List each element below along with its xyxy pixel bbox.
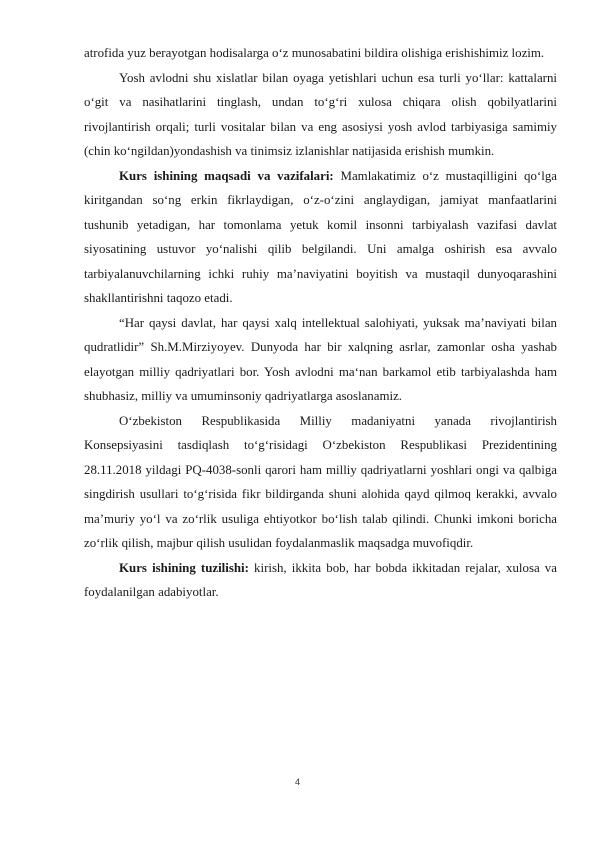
paragraph-text: atrofida yuz berayotgan hodisalarga o‘z munosabatini bildira olishiga erishishimiz lozim. (84, 46, 545, 60)
paragraph-continuation (84, 41, 557, 66)
paragraph-text: Mamlakatimiz o‘z mustaqilligini qo‘lga kiritgandan so‘ng erkin fikrlaydigan, o‘z-o‘zini anglaydigan, jamiyat manfaatlarini tushunib yetadigan, har tomonlama yetuk komil insonni tarbiyalash vazifasi davlat siyosatining ustuvor yo‘nalishi qilib belgilandi. Uni amalga oshirish esa avvalo tarbiyalanuvchilarning ichki ruhiy ma’naviyatini boyitish va mustaqil dunyoqarashini shakllantirishni taqozo etadi. (84, 168, 557, 305)
paragraph-raising-youth (84, 66, 557, 164)
page-number: 4 (294, 777, 300, 787)
paragraph-text: kirish, ikkita bob, har bobda ikkitadan rejalar, xulosa va foydalanilgan adabiyotlar. (84, 560, 557, 599)
paragraph-quote (84, 311, 557, 409)
paragraph-text: O‘zbekiston Respublikasida Milliy madaniyatni yanada rivojlantirish Konsepsiyasini tasdiqlash to‘g‘risidagi O‘zbekiston Respublikasi Prezidentining 28.11.2018 yildagi PQ-4038-sonli qarori ham milliy qadriyatlarni yoshlari ongi va qalbiga singdirish usullari to‘g‘risida fikr bildirganda shuni alohida qayd qilmoq kerakki, avvalo ma’muriy yo‘l va zo‘rlik usuliga ehtiyotkor bo‘lish talab qilindi. Chunki imkoni boricha zo‘rlik qilish, majbur qilish usulidan foydalanmaslik maqsadga muvofiqdir. (84, 413, 557, 550)
section-heading-goals: Kurs ishining maqsadi va vazifalari: (119, 168, 334, 183)
document-page (84, 41, 557, 605)
paragraph-text: Yosh avlodni shu xislatlar bilan oyaga yetishlari uchun esa turli yo‘llar: kattalarni o‘git va nasihatlarini tinglash, undan to‘g‘ri xulosa chiqara olish qobilyatlarini rivojlantirish orqali; turli vositalar bilan va eng asosiysi yosh avlod tarbiyasiga samimiy (chin ko‘ngildan)yondashish va tinimsiz izlanishlar natijasida erishish mumkin. (84, 70, 557, 158)
paragraph-decree (84, 409, 557, 556)
paragraph-structure (84, 556, 557, 605)
paragraph-text: “Har qaysi davlat, har qaysi xalq intellektual salohiyati, yuksak ma’naviyati bilan qudratlidir” Sh.M.Mirziyoyev. Dunyoda har bir xalqning asrlar, zamonlar osha yashab elayotgan milliy qadriyatlari bor. Yosh avlodni ma‘nan barkamol etib tarbiyalashda ham shubhasiz, milliy va umuminsoniy qadriyatlarga asoslanamiz. (84, 315, 557, 403)
section-heading-structure: Kurs ishining tuzilishi: (119, 560, 249, 575)
paragraph-goals (84, 164, 557, 311)
